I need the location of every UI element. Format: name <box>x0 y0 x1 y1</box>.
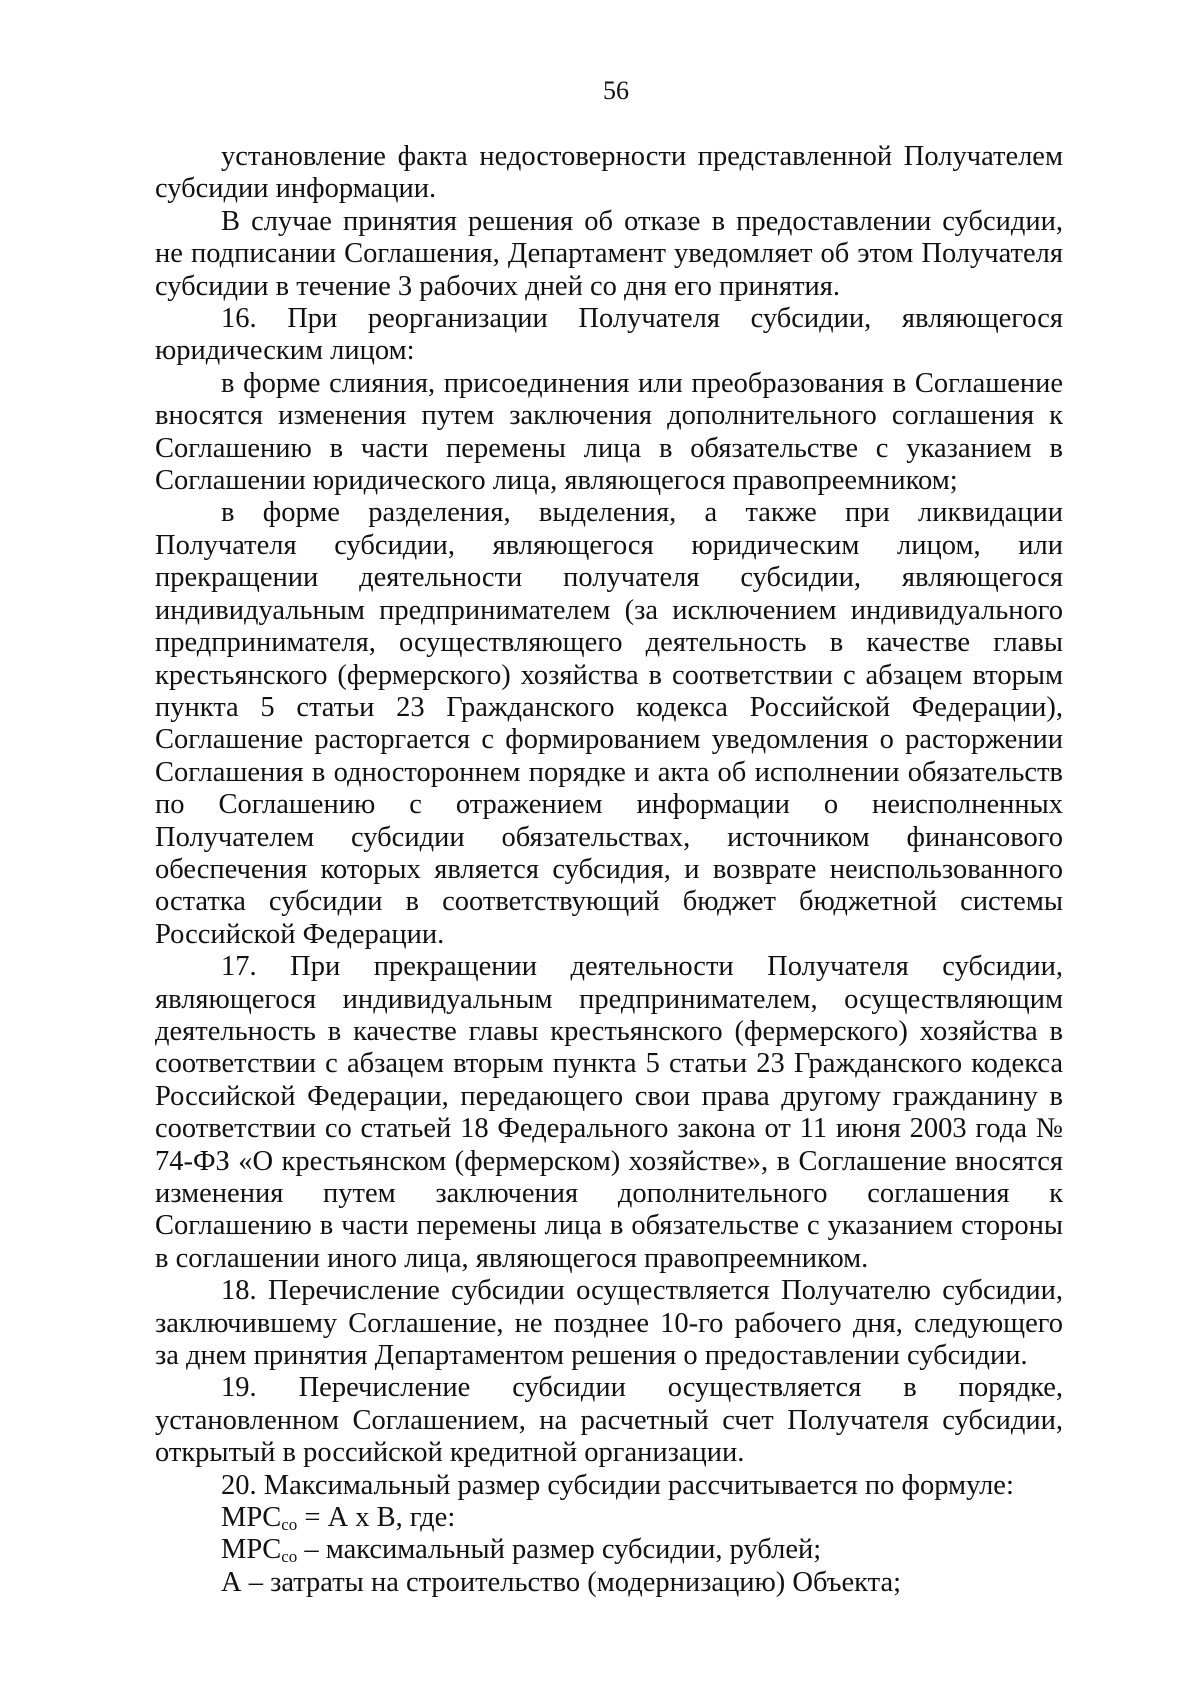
definition-symbol: MPC <box>221 1534 282 1566</box>
paragraph: 20. Максимальный размер субсидии рассчитывается по формуле: <box>221 1469 1014 1501</box>
page-number: 56 <box>603 76 629 105</box>
formula-subscript: со <box>281 1515 298 1535</box>
definition-text: – максимальный размер субсидии, рублей; <box>297 1534 822 1566</box>
paragraph: 17. При прекращении деятельности Получателя субсидии, являющегося индивидуальным предпринимателем, осуществляющим деятельность в качестве главы крестьянского (фермерского) хозяйства в соответствии с абзацем вторым пункта 5 статьи 23 Гражданского кодекса Российской Федерации, передающего свои права другому гражданину в соответствии со статьей 18 Федерального закона от 11 июня 2003 года № 74-ФЗ «О крестьянском (фермерском) хозяйстве», в Соглашение вносятся изменения путем заключения дополнительного соглашения к Соглашению в части перемены лица в обязательстве с указанием стороны в соглашении иного лица, являющегося правопреемником. <box>155 951 1063 1274</box>
document-body <box>155 141 1063 1599</box>
formula-expression: = А х В, где: <box>297 1502 456 1534</box>
paragraph: 19. Перечисление субсидии осуществляется в порядке, установленном Соглашением, на расчетный счет Получателя субсидии, открытый в российской кредитной организации. <box>155 1372 1063 1469</box>
definition-subscript: со <box>281 1547 298 1567</box>
formula-symbol: MPC <box>221 1502 282 1534</box>
paragraph: в форме разделения, выделения, а также при ликвидации Получателя субсидии, являющегося юридическим лицом, или прекращении деятельности получателя субсидии, являющегося индивидуальным предпринимателем (за исключением индивидуального предпринимателя, осуществляющего деятельность в качестве главы крестьянского (фермерского) хозяйства в соответствии с абзацем вторым пункта 5 статьи 23 Гражданского кодекса Российской Федерации), Соглашение расторгается с формированием уведомления о расторжении Соглашения в одностороннем порядке и акта об исполнении обязательств по Соглашению с отражением информации о неисполненных Получателем субсидии обязательствах, источником финансового обеспечения которых является субсидия, и возврате неиспользованного остатка субсидии в соответствующий бюджет бюджетной системы Российской Федерации. <box>155 497 1063 950</box>
paragraph: установление факта недостоверности представленной Получателем субсидии информации. <box>155 141 1063 205</box>
paragraph: В случае принятия решения об отказе в предоставлении субсидии, не подписании Соглашения, Департамент уведомляет об этом Получателя субсидии в течение 3 рабочих дней со дня его принятия. <box>155 205 1063 302</box>
definition-line <box>155 1567 1063 1599</box>
formula-line <box>155 1502 1063 1534</box>
definition-line <box>155 1534 1063 1566</box>
paragraph: 18. Перечисление субсидии осуществляется Получателю субсидии, заключившему Соглашение, не позднее 10-го рабочего дня, следующего за днем принятия Департаментом решения о предоставлении субсидии. <box>155 1275 1063 1372</box>
definition-text: А – затраты на строительство (модернизацию) Объекта; <box>221 1566 902 1598</box>
paragraph: в форме слияния, присоединения или преобразования в Соглашение вносятся изменения путем заключения дополнительного соглашения к Соглашению в части перемены лица в обязательстве с указанием в Соглашении юридического лица, являющегося правопреемником; <box>155 367 1063 497</box>
paragraph: 16. При реорганизации Получателя субсидии, являющегося юридическим лицом: <box>155 303 1063 367</box>
